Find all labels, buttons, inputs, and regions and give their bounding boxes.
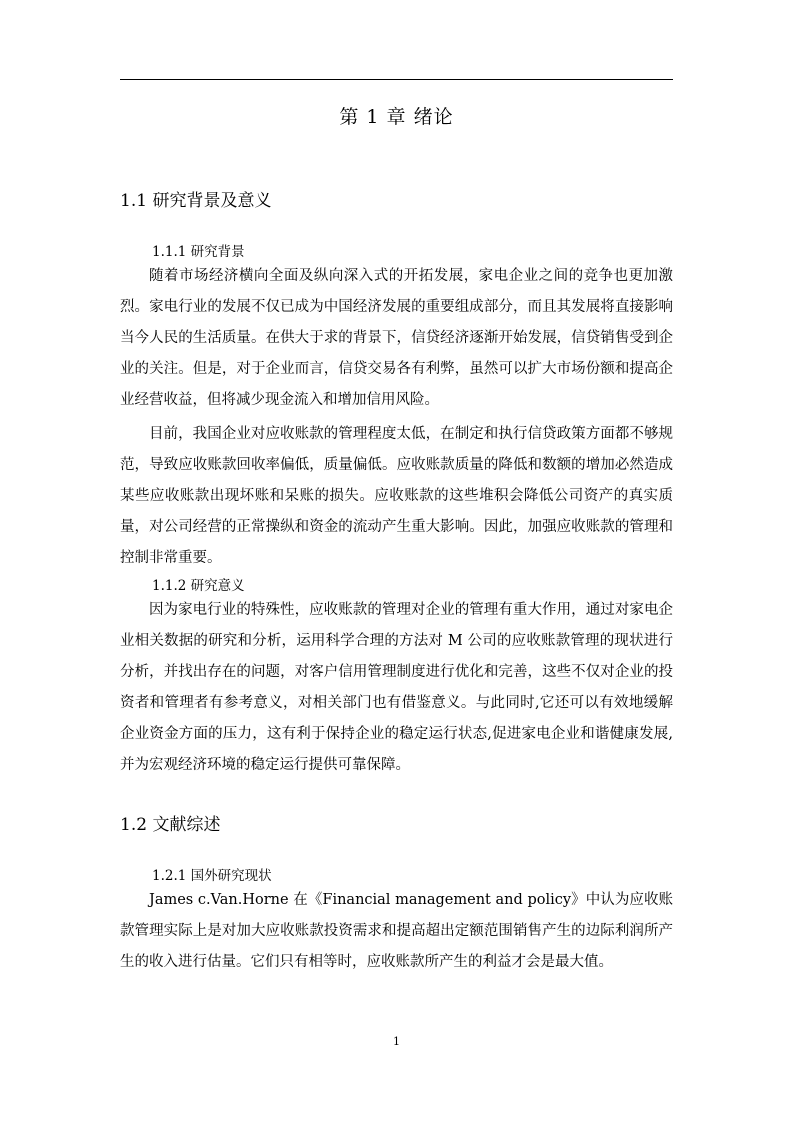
header-rule — [120, 79, 673, 80]
subsection-heading-1-2-1: 1.2.1 国外研究现状 — [152, 868, 272, 884]
paragraph-background-2: 目前，我国企业对应收账款的管理程度太低，在制定和执行信贷政策方面都不够规范，导致应收账款回收率偏低，质量偏低。应收账款质量的降低和数额的增加必然造成某些应收账款出现坏账和呆账的损失。应收账款的这些堆积会降低公司资产的真实质量，对公司经营的正常操纵和资金的流动产生重大影响。因此，加强应收账款的管理和控制非常重要。 — [120, 426, 673, 566]
paragraph-literature-1: James c.Van.Horne 在《Financial management and policy》中认为应收账款管理实际上是对加大应收账款投资需求和提高超出定额范围销售产生的边际利润所产生的收入进行估量。它们只有相等时，应收账款所产生的利益才会是最大值。 — [120, 892, 673, 970]
section-heading-1-1: 1.1 研究背景及意义 — [120, 191, 272, 211]
subsection-heading-1-1-1: 1.1.1 研究背景 — [152, 244, 245, 260]
subsection-heading-1-1-2: 1.1.2 研究意义 — [152, 578, 245, 594]
paragraph-background-1: 随着市场经济横向全面及纵向深入式的开拓发展，家电企业之间的竞争也更加激烈。家电行业的发展不仅已成为中国经济发展的重要组成部分，而且其发展将直接影响当今人民的生活质量。在供大于求的背景下，信贷经济逐渐开始发展，信贷销售受到企业的关注。但是，对于企业而言，信贷交易各有利弊，虽然可以扩大市场份额和提高企业经营收益，但将减少现金流入和增加信用风险。 — [120, 268, 673, 408]
page-number: 1 — [393, 1035, 400, 1048]
paragraph-significance-1: 因为家电行业的特殊性，应收账款的管理对企业的管理有重大作用，通过对家电企业相关数据的研究和分析，运用科学合理的方法对 M 公司的应收账款管理的现状进行分析，并找出存在的问题，对客户信用管理制度进行优化和完善，这些不仅对企业的投资者和管理者有参考意义，对相关部门也有借鉴意义。与此同时,它还可以有效地缓解企业资金方面的压力，这有利于保持企业的稳定运行状态,促进家电企业和谐健康发展,并为宏观经济环境的稳定运行提供可靠保障。 — [120, 602, 673, 773]
chapter-title: 第 1 章 绪论 — [339, 106, 454, 128]
section-heading-1-2: 1.2 文献综述 — [120, 815, 221, 835]
